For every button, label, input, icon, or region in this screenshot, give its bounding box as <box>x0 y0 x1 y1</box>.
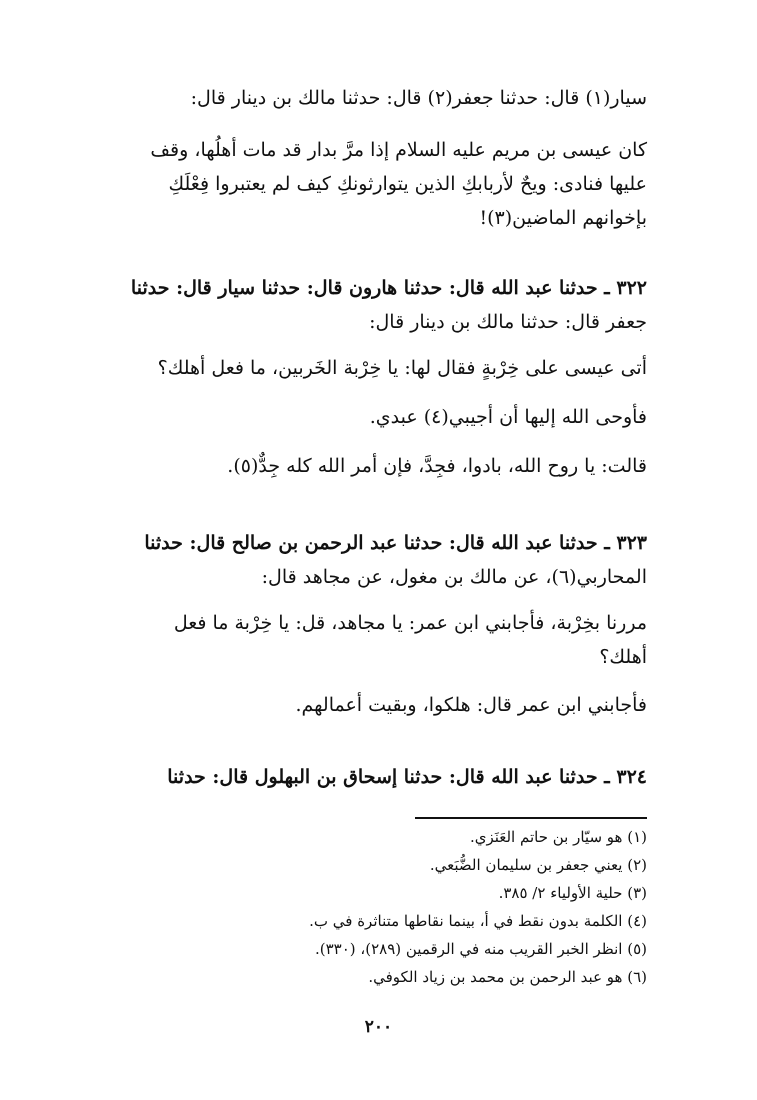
body-line: بإخوانهم الماضين(٣)! <box>479 207 647 229</box>
body-line: جعفر قال: حدثنا مالك بن دينار قال: <box>369 311 647 333</box>
footnote: (٤) الكلمة بدون نقط في أ، بينما نقاطها متناثرة في ب. <box>309 912 647 930</box>
footnote: (٦) هو عبد الرحمن بن محمد بن زياد الكوفي. <box>368 968 647 986</box>
body-line: أهلك؟ <box>599 646 647 668</box>
page-number: ٢٠٠ <box>364 1017 393 1037</box>
footnote: (٣) حلية الأولياء ٢/ ٣٨٥. <box>498 884 647 902</box>
hadith-number-line: ٣٢٢ ـ حدثنا عبد الله قال: حدثنا هارون قال: حدثنا سيار قال: حدثنا <box>130 277 647 299</box>
footnote: (٥) انظر الخبر القريب منه في الرقمين (٢٨٩)، (٣٣٠). <box>314 940 647 958</box>
body-line: عليها فنادى: ويحٌ لأربابكِ الذين يتوارثونكِ كيف لم يعتبروا فِعْلَكِ <box>168 173 647 195</box>
hadith-number-line: ٣٢٤ ـ حدثنا عبد الله قال: حدثنا إسحاق بن البهلول قال: حدثنا <box>167 766 647 788</box>
body-line: سيار(١) قال: حدثنا جعفر(٢) قال: حدثنا مالك بن دينار قال: <box>190 87 647 109</box>
body-line: المحاربي(٦)، عن مالك بن مغول، عن مجاهد قال: <box>261 566 647 588</box>
body-line: مررنا بخِرْبة، فأجابني ابن عمر: يا مجاهد، قل: يا خِرْبة ما فعل <box>173 612 647 634</box>
hadith-number-line: ٣٢٣ ـ حدثنا عبد الله قال: حدثنا عبد الرحمن بن صالح قال: حدثنا <box>144 532 647 554</box>
body-line: فأوحى الله إليها أن أجيبي(٤) عبدي. <box>369 406 647 428</box>
footnote: (١) هو سيّار بن حاتم العَنَزي. <box>469 828 647 846</box>
footnote: (٢) يعني جعفر بن سليمان الضُّبَعي. <box>429 856 647 874</box>
body-line: قالت: يا روح الله، بادوا، فجِدَّ، فإن أمر الله كله جِدٌّ(٥). <box>227 455 647 477</box>
body-line: كان عيسى بن مريم عليه السلام إذا مرَّ بدار قد مات أهلُها، وقف <box>150 139 647 161</box>
body-line: فأجابني ابن عمر قال: هلكوا، وبقيت أعمالهم. <box>295 694 647 716</box>
body-line: أتى عيسى على خِرْبةٍ فقال لها: يا خِرْبة الخَربين، ما فعل أهلك؟ <box>157 357 647 379</box>
footnote-separator <box>415 817 647 819</box>
